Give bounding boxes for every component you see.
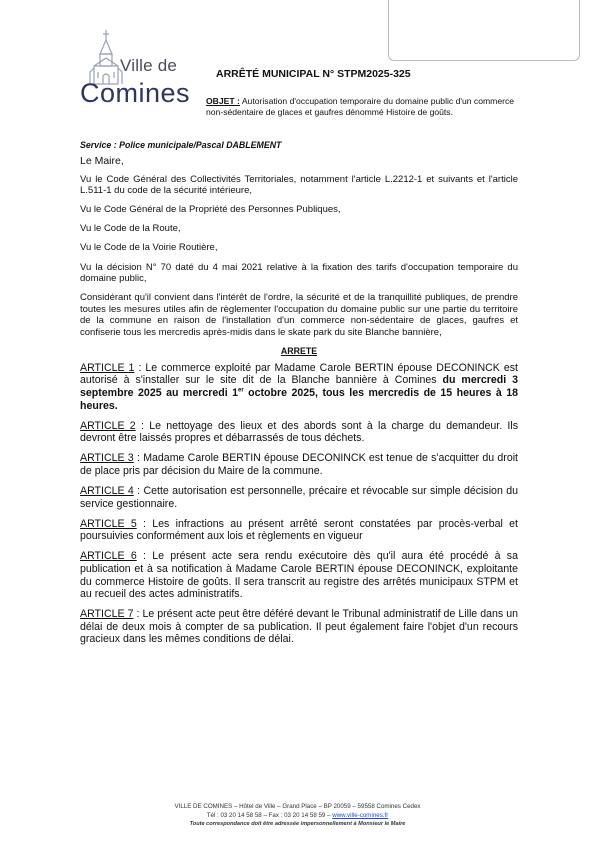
vu-code-route: Vu le Code de la Route, (80, 223, 181, 235)
footer-address: VILLE DE COMINES – Hôtel de Ville – Grand Place – BP 20059 – 59558 Comines Cedex (174, 803, 421, 810)
article-4-label: ARTICLE 4 (80, 484, 134, 497)
article-1-text: : Le commerce exploité par Madame Carole BERTIN épouse DECONINCK est autorisé à s'installer sur le site dit de la Blanche bannière à Comines (80, 361, 518, 387)
article-7-label: ARTICLE 7 (80, 608, 134, 621)
article-1 (80, 362, 518, 412)
article-2-label: ARTICLE 2 (80, 419, 136, 432)
article-1-dates: du mercredi 3 septembre 2025 au mercredi 1 (80, 374, 518, 399)
objet-block (206, 96, 516, 118)
article-5 (80, 518, 518, 543)
article-1-label: ARTICLE 1 (80, 361, 135, 374)
footer-notice: Toute correspondance doit être adressée impersonnellement à Monsieur le Maire (189, 821, 406, 828)
article-3 (80, 452, 518, 477)
vu-code-voirie: Vu le Code de la Voirie Routière, (80, 242, 218, 254)
footer-phone-fax: Tél : 03 20 14 58 58 – Fax : 03 20 14 58 59 – (206, 811, 333, 819)
footer-website-link[interactable]: www.ville-comines.fr (332, 811, 389, 819)
vu-cgct: Vu le Code Général des Collectivités Territoriales, notamment l'article L.2212-1 et suivants et l'article L.511-1 du code de la sécurité intérieure, (80, 173, 518, 197)
article-2-text: : Le nettoyage des lieux et des abords sont à la charge du demandeur. Ils devront être laissés propres et débarrassés de tous déchets. (80, 419, 519, 445)
footer-contact (0, 812, 595, 821)
page-footer (0, 803, 595, 829)
article-4 (80, 485, 518, 510)
article-6 (80, 550, 518, 600)
article-5-text: : Les infractions au présent arrêté seront constatées par procès-verbal et poursuivies conformément aux lois et règlements en vigueur (80, 517, 518, 543)
article-1-hours: octobre 2025, tous les mercredis de 15 heures à 18 heures. (80, 386, 518, 412)
article-5-label: ARTICLE 5 (80, 517, 137, 530)
article-2 (80, 420, 518, 445)
objet-text: Autorisation d'occupation temporaire du domaine public d'un commerce non-sédentaire de glaces et gaufres dénommé Histoire de goûts. (206, 96, 515, 117)
city-logo (80, 28, 200, 108)
document-title: ARRÊTÉ MUNICIPAL N° STPM2025-325 (216, 68, 411, 80)
article-6-label: ARTICLE 6 (80, 550, 137, 563)
vu-decision: Vu la décision N° 70 daté du 4 mai 2021 relative à la fixation des tarifs d'occupation temporaire du domaine public, (80, 261, 518, 285)
maire-line: Le Maire, (80, 155, 124, 167)
considerant: Considérant qu'il convient dans l'intérêt de l'ordre, la sécurité et de la tranquillité publiques, de prendre toutes les mesures utiles afin de règlementer l'occupation du domaine public sur une partie du territoire de la commune en raison de l'installation d'un commerce non-sédentaire de glaces, gaufres et confiserie tous les mercredis après-midis dans le skate park du site Blanche bannière, (80, 292, 518, 339)
objet-label: OBJET : (206, 96, 240, 106)
article-6-text: : Le présent acte sera rendu exécutoire dès qu'il aura été procédé à sa publication et à sa notification à Madame Carole BERTIN épouse DECONINCK, exploitante du commerce Histoire de goûts. Il sera transcrit au registre des arrêtés municipaux STPM et au recueil des actes administratifs. (80, 550, 518, 601)
vu-cgppp: Vu le Code Général de la Propriété des Personnes Publiques, (80, 204, 341, 216)
article-3-label: ARTICLE 3 (80, 452, 134, 465)
logo-line-comines: Comines (80, 78, 191, 108)
logo-line-ville: Ville de (120, 56, 178, 75)
stamp-box (388, 0, 580, 61)
article-1-sup: er (238, 387, 244, 394)
article-7 (80, 608, 518, 646)
article-3-text: : Madame Carole BERTIN épouse DECONINCK est tenue de s'acquitter du droit de place pris par décision du Maire de la commune. (80, 452, 519, 477)
article-7-text: : Le présent acte peut être déféré devant le Tribunal administratif de Lille dans un délai de deux mois à compter de sa publication. Il peut également faire l'objet d'un recours gracieux dans les mêmes conditions de délai. (80, 608, 518, 646)
arrete-heading: ARRETE (280, 346, 318, 357)
article-4-text: : Cette autorisation est personnelle, précaire et révocable sur simple décision du service gestionnaire. (80, 484, 518, 510)
service-line: Service : Police municipale/Pascal DABLEMENT (80, 140, 282, 150)
document-body (80, 156, 518, 654)
